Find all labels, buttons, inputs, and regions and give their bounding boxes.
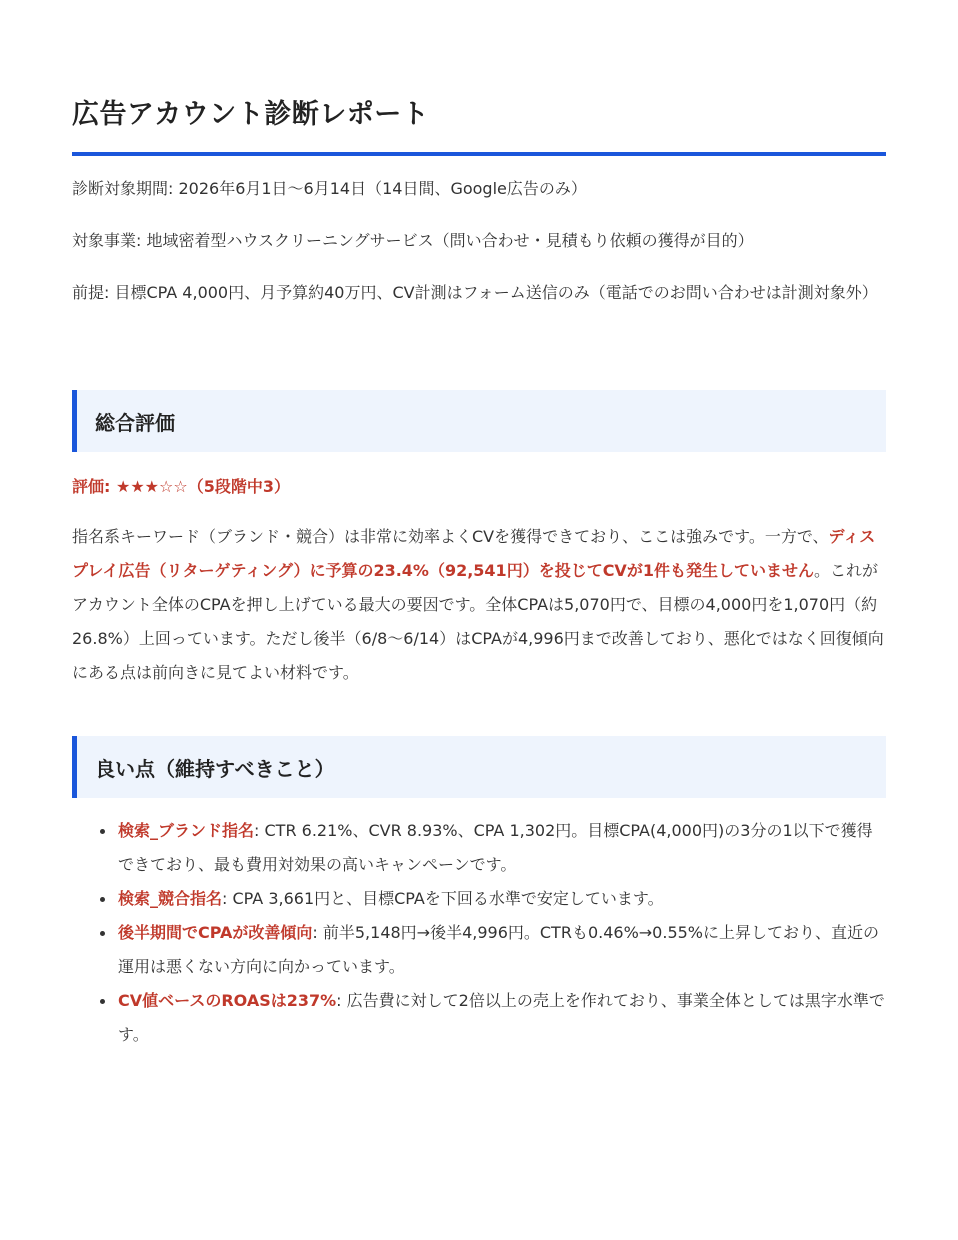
list-item-text: : CPA 3,661円と、目標CPAを下回る水準で安定しています。 [222,889,664,908]
list-item-text: : CTR 6.21%、CVR 8.93%、CPA 1,302円。目標CPA(4,000円)の3分の1以下で獲得できており、最も費用対効果の高いキャンペーンです。 [118,821,873,874]
summary-highlight: ディスプレイ広告（リターゲティング）に予算の23.4%（92,541円）を投じてCVが1件も発生していません [72,527,876,580]
bullet-icon [100,999,105,1004]
good-points-list [72,814,886,1052]
list-item-text: : 広告費に対して2倍以上の売上を作れており、事業全体としては黒字水準です。 [118,991,885,1044]
overall-summary [72,520,886,690]
list-item-term: 検索_競合指名 [118,889,223,908]
meta-premise: 前提: 目標CPA 4,000円、月予算約40万円、CV計測はフォーム送信のみ（電話でのお問い合わせは計測対象外） [72,283,878,302]
summary-text-2: 。これがアカウント全体のCPAを押し上げている最大の要因です。全体CPAは5,070円で、目標の4,000円を1,070円（約26.8%）上回っています。ただし後半（6/8〜6/14）はCPAが4,996円まで改善しており、悪化ではなく回復傾向にある点は前向きに見てよい材料です。 [72,561,884,682]
list-item [72,814,886,882]
section-heading-overall [72,390,886,452]
title-divider [72,152,886,156]
section-heading-good-points [72,736,886,798]
rating-text: 評価: ★★★☆☆（5段階中3） [72,477,290,496]
summary-text-1: 指名系キーワード（ブランド・競合）は非常に効率よくCVを獲得できており、ここは強みです。一方で、 [72,527,829,546]
section-heading-good-points-label: 良い点（維持すべきこと） [95,756,335,781]
list-item [72,916,886,984]
list-item-term: 後半期間でCPAが改善傾向 [118,923,313,942]
bullet-icon [100,931,105,936]
list-item-term: CV値ベースのROASは237% [118,991,337,1010]
list-item [72,984,886,1052]
section-heading-overall-label: 総合評価 [95,410,175,435]
meta-business: 対象事業: 地域密着型ハウスクリーニングサービス（問い合わせ・見積もり依頼の獲得が目的） [72,231,754,250]
page-title: 広告アカウント診断レポート [72,99,430,130]
meta-period: 診断対象期間: 2026年6月1日〜6月14日（14日間、Google広告のみ） [72,179,587,198]
list-item-text: : 前半5,148円→後半4,996円。CTRも0.46%→0.55%に上昇しており、直近の運用は悪くない方向に向かっています。 [118,923,880,976]
bullet-icon [100,897,105,902]
bullet-icon [100,829,105,834]
list-item-term: 検索_ブランド指名 [118,821,255,840]
list-item [72,882,886,916]
